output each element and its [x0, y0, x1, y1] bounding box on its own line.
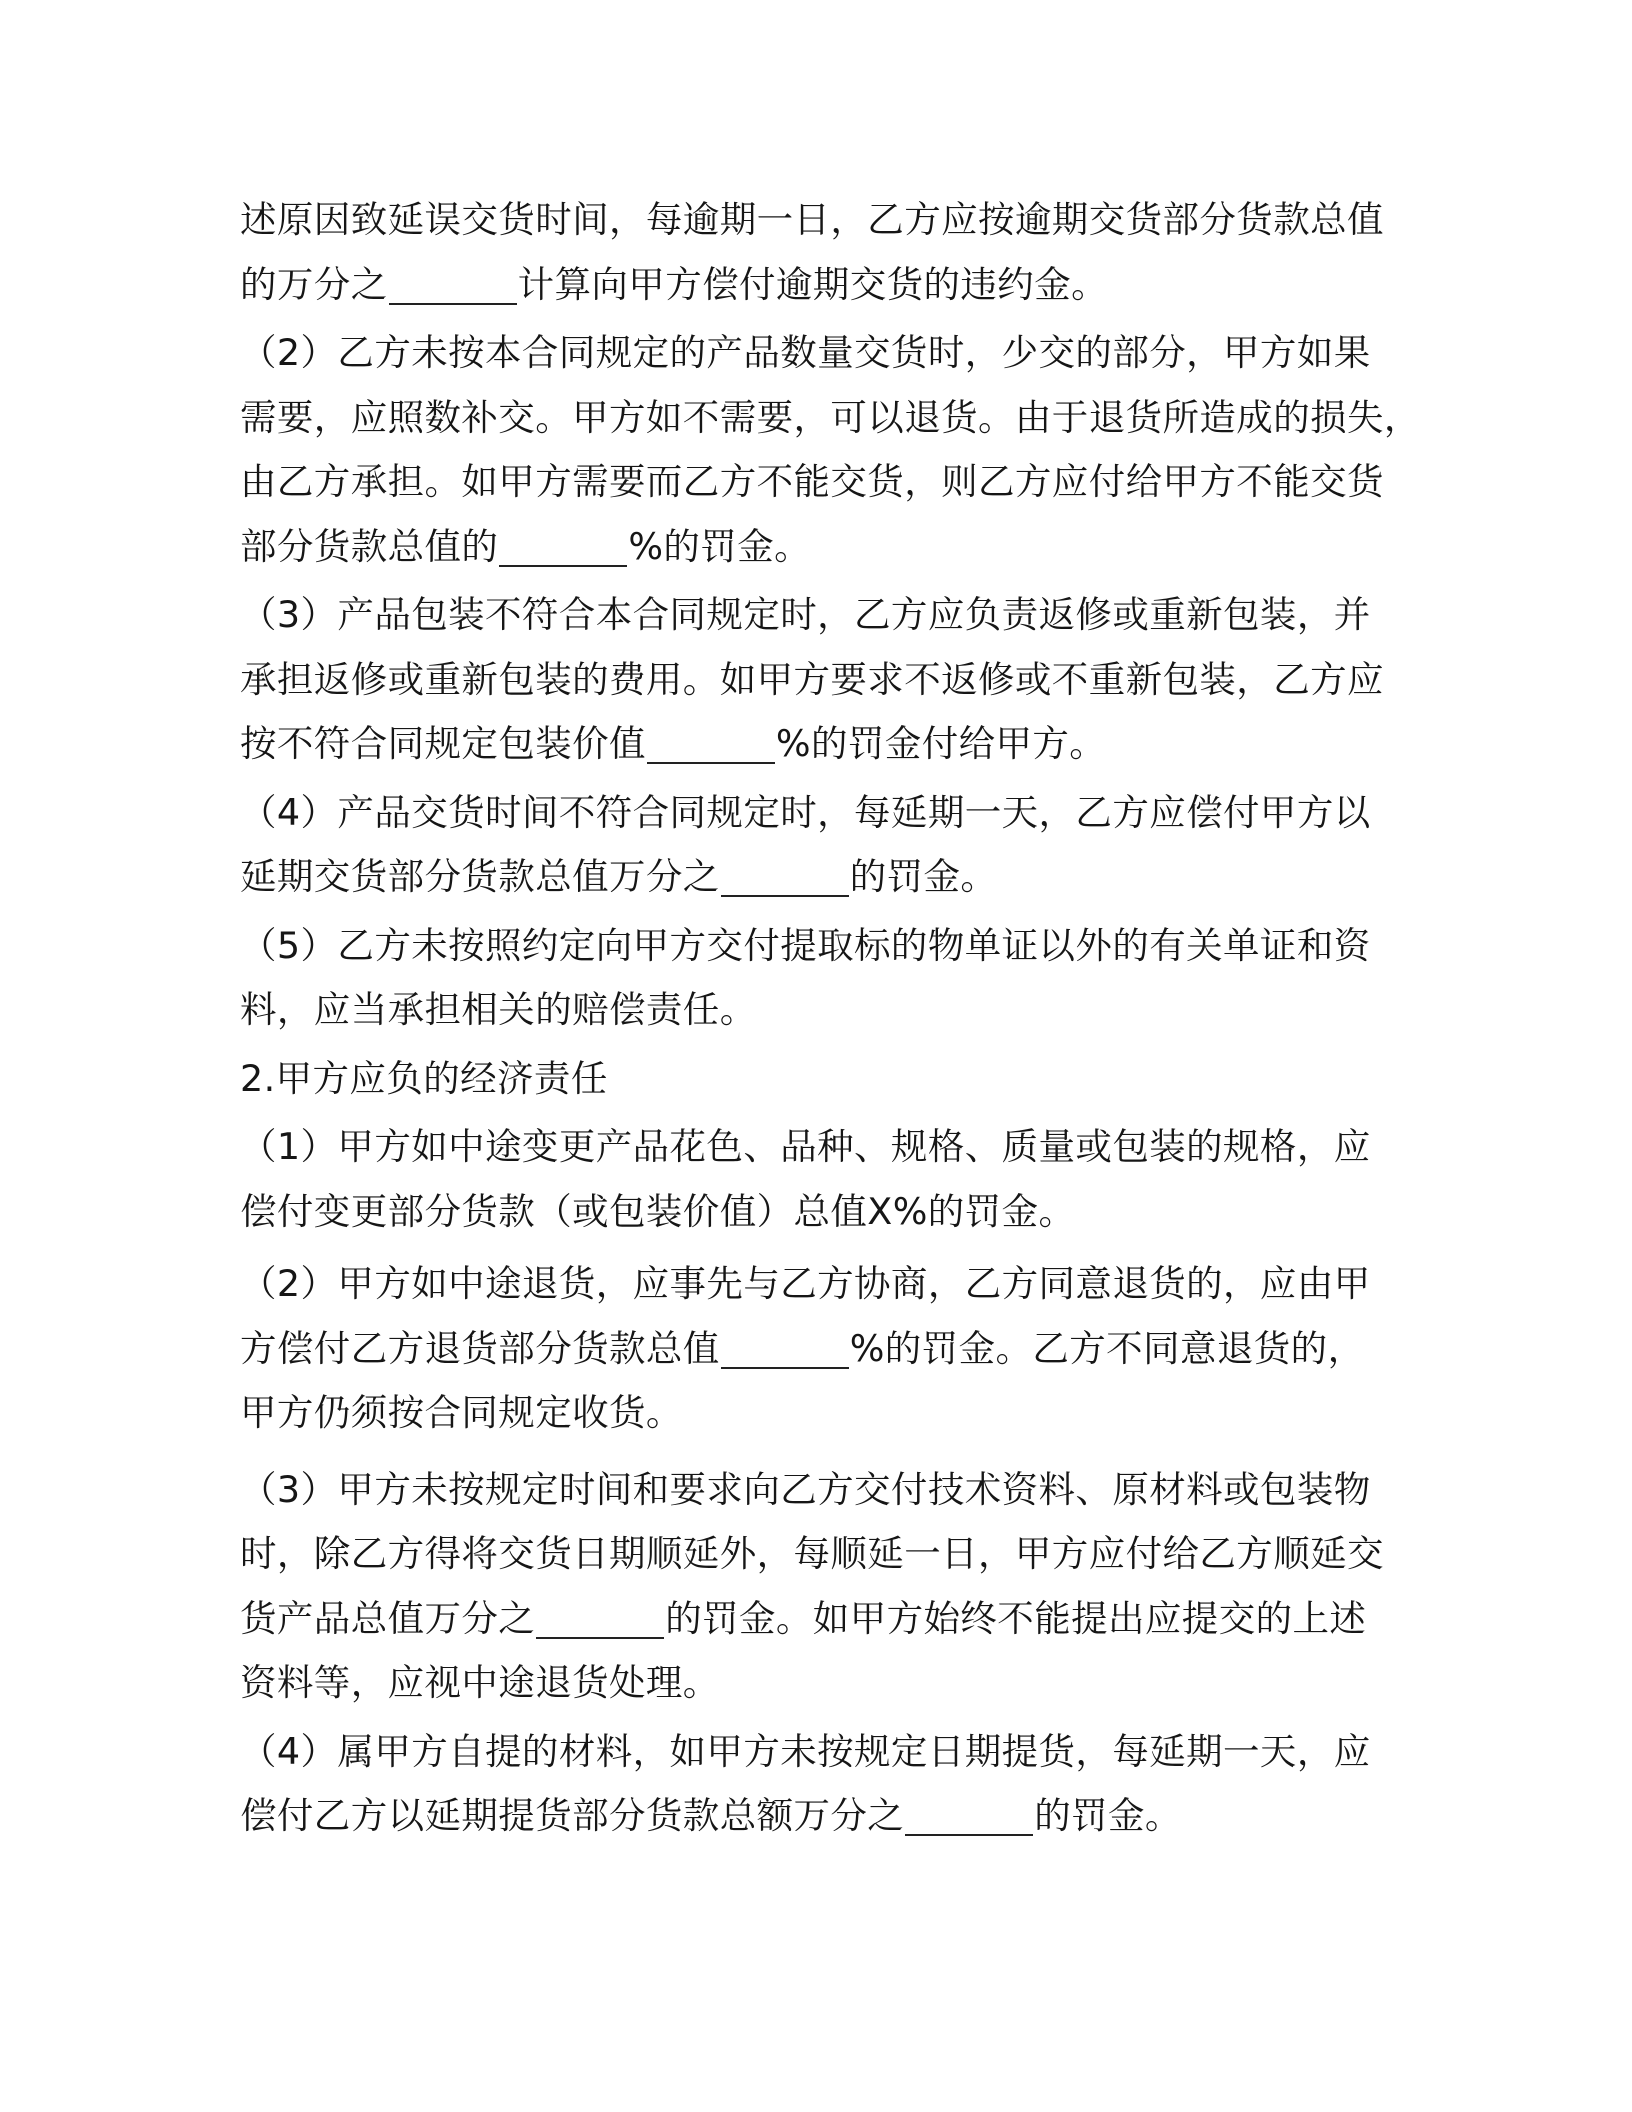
text-segment: 时，除乙方得将交货日期顺延外，每顺延一日，甲方应付给乙方顺延交	[240, 1532, 1384, 1575]
text-line	[240, 1784, 1390, 1849]
text-line	[240, 1651, 1390, 1716]
clause-paragraph	[240, 1458, 1390, 1716]
text-line	[240, 1587, 1390, 1652]
text-line	[240, 1720, 1390, 1785]
text-segment: 的罚金。如甲方始终不能提出应提交的上述	[665, 1596, 1367, 1640]
fill-in-blank[interactable]	[389, 257, 517, 305]
text-line	[240, 450, 1390, 515]
text-segment: 的罚金。	[1034, 1794, 1182, 1837]
text-segment: 料，应当承担相关的赔偿责任。	[240, 988, 757, 1031]
text-line	[240, 1252, 1390, 1317]
text-line	[240, 781, 1390, 846]
text-segment: （5）乙方未按照约定向甲方交付提取标的物单证以外的有关单证和资	[240, 923, 1371, 967]
text-segment: 货产品总值万分之	[240, 1596, 536, 1640]
text-line	[240, 188, 1390, 253]
text-segment: 承担返修或重新包装的费用。如甲方要求不返修或不重新包装，乙方应	[240, 657, 1384, 701]
text-line	[240, 648, 1390, 713]
text-segment: （4）属甲方自提的材料，如甲方未按规定日期提货，每延期一天，应	[240, 1729, 1371, 1773]
text-segment: 资料等，应视中途退货处理。	[240, 1661, 720, 1704]
clause-paragraph	[240, 914, 1390, 1043]
text-segment: 述原因致延误交货时间，每逾期一日，乙方应按逾期交货部分货款总值	[240, 198, 1384, 241]
text-line	[240, 583, 1390, 648]
text-line	[240, 845, 1390, 910]
text-line	[240, 1047, 1390, 1112]
fill-in-blank[interactable]	[721, 1321, 849, 1369]
clause-paragraph	[240, 188, 1390, 317]
text-line	[240, 253, 1390, 318]
text-segment: （2）甲方如中途退货，应事先与乙方协商，乙方同意退货的，应由甲	[240, 1262, 1371, 1305]
fill-in-blank[interactable]	[647, 716, 775, 764]
text-segment: 的罚金。	[849, 855, 998, 898]
text-line	[240, 1522, 1390, 1587]
text-line	[240, 515, 1390, 580]
text-line	[240, 978, 1390, 1043]
text-line	[240, 1115, 1390, 1180]
text-segment: 延期交货部分货款总值万分之	[240, 855, 720, 898]
fill-in-blank[interactable]	[905, 1788, 1033, 1836]
text-segment: %的罚金。	[628, 524, 811, 568]
text-line	[240, 1180, 1390, 1245]
text-segment: （2）乙方未按本合同规定的产品数量交货时，少交的部分，甲方如果	[240, 331, 1371, 374]
text-segment: 计算向甲方偿付逾期交货的违约金。	[517, 262, 1109, 306]
document-page	[240, 188, 1421, 1853]
text-segment: 2.甲方应负的经济责任	[240, 1056, 608, 1100]
section-heading	[240, 1047, 1390, 1112]
text-segment: （3）产品包装不符合本合同规定时，乙方应负责返修或重新包装，并	[240, 593, 1371, 636]
text-segment: %的罚金。乙方不同意退货的，	[849, 1326, 1365, 1370]
fill-in-blank[interactable]	[499, 519, 627, 567]
clause-paragraph	[240, 781, 1390, 910]
text-line	[240, 321, 1390, 386]
text-segment: 部分货款总值的	[240, 524, 499, 568]
text-segment: 按不符合同规定包装价值	[240, 722, 646, 765]
text-segment: %的罚金付给甲方。	[775, 722, 1107, 765]
fill-in-blank[interactable]	[536, 1591, 664, 1639]
text-segment: （3）甲方未按规定时间和要求向乙方交付技术资料、原材料或包装物	[240, 1467, 1371, 1511]
clause-paragraph	[240, 1720, 1390, 1849]
text-segment: 的万分之	[240, 262, 388, 306]
text-segment: （4）产品交货时间不符合同规定时，每延期一天，乙方应偿付甲方以	[240, 790, 1371, 834]
clause-paragraph	[240, 1252, 1390, 1446]
text-line	[240, 1317, 1390, 1382]
text-segment: 需要，应照数补交。甲方如不需要，可以退货。由于退货所造成的损失，	[240, 395, 1421, 439]
text-segment: 偿付乙方以延期提货部分货款总额万分之	[240, 1794, 905, 1837]
text-segment: 由乙方承担。如甲方需要而乙方不能交货，则乙方应付给甲方不能交货	[240, 460, 1384, 503]
text-line	[240, 1458, 1390, 1523]
text-segment: 甲方仍须按合同规定收货。	[240, 1391, 683, 1434]
text-segment: （1）甲方如中途变更产品花色、品种、规格、质量或包装的规格，应	[240, 1125, 1371, 1168]
text-segment: 偿付变更部分货款（或包装价值）总值X%的罚金。	[240, 1189, 1076, 1233]
fill-in-blank[interactable]	[721, 849, 849, 897]
text-line	[240, 914, 1390, 979]
text-line	[240, 386, 1421, 451]
text-segment: 方偿付乙方退货部分货款总值	[240, 1326, 720, 1370]
clause-paragraph	[240, 1115, 1390, 1244]
text-line	[240, 1381, 1390, 1446]
text-line	[240, 712, 1390, 777]
clause-paragraph	[240, 583, 1390, 777]
clause-paragraph	[240, 321, 1421, 579]
